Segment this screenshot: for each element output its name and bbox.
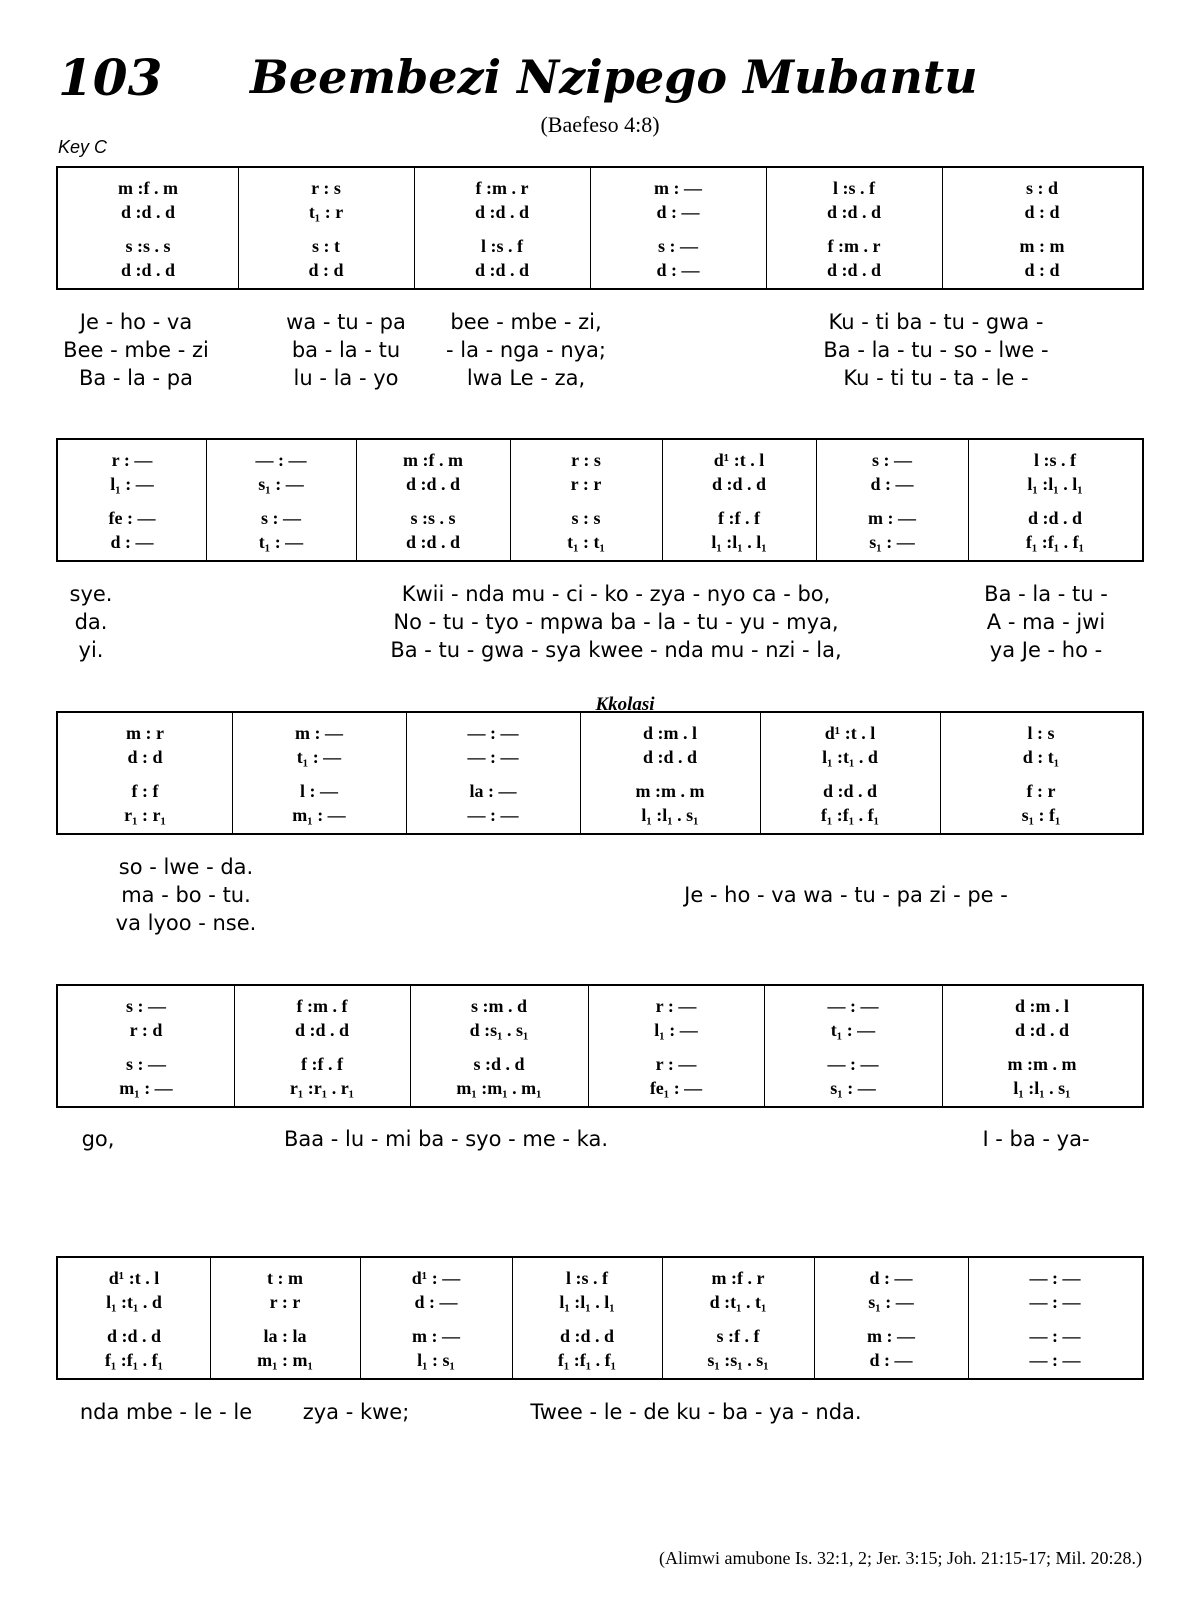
solfa-note: m :m . m xyxy=(1007,1054,1077,1074)
barline xyxy=(590,168,591,288)
lyrics-line xyxy=(56,366,1144,394)
barline xyxy=(232,713,233,833)
solfa-note: m :f . r xyxy=(711,1268,765,1288)
lyrics-line xyxy=(56,610,1144,638)
solfa-note: d :s₁ . s₁ xyxy=(469,1020,529,1040)
solfa-note: d :d . d xyxy=(120,202,176,222)
solfa-note: f :m . f xyxy=(296,996,348,1016)
key-signature: Key C xyxy=(58,137,108,157)
solfa-note: s : s xyxy=(571,508,601,528)
solfa-note: m : — xyxy=(868,508,916,528)
solfa-note: t₁ : t₁ xyxy=(567,532,605,552)
scripture-reference: (Baefeso 4:8) xyxy=(540,112,660,137)
solfa-note: — : — xyxy=(255,450,307,470)
lyric-phrase: zya - kwe; xyxy=(302,1400,410,1424)
solfa-note: s : — xyxy=(126,996,166,1016)
solfa-note: r : r xyxy=(269,1292,301,1312)
barline xyxy=(406,713,407,833)
solfa-note: m : r xyxy=(126,723,164,743)
solfa-note: l₁ : — xyxy=(110,474,154,494)
solfa-note: — : — xyxy=(467,747,519,767)
lyric-phrase: wa - tu - pa xyxy=(286,310,406,334)
solfa-note: — : — xyxy=(467,805,519,825)
solfa-note: d :d . d xyxy=(474,202,530,222)
solfa-note: l₁ : — xyxy=(654,1020,698,1040)
solfa-note: — : — xyxy=(1029,1350,1081,1370)
solfa-note: r : s xyxy=(311,178,341,198)
lyric-phrase: Bee - mbe - zi xyxy=(63,338,209,362)
solfa-note: d¹ : — xyxy=(411,1268,461,1288)
barline xyxy=(764,986,765,1106)
solfa-note: t₁ : — xyxy=(830,1020,876,1040)
lyrics-line xyxy=(56,338,1144,366)
barline xyxy=(210,1258,211,1378)
solfa-note: f : r xyxy=(1026,781,1056,801)
solfa-note: f : f xyxy=(131,781,159,801)
solfa-note: d :m . l xyxy=(643,723,697,743)
solfa-note: m : m xyxy=(1019,236,1065,256)
hymn-number: 103 xyxy=(58,48,163,107)
solfa-note: d :d . d xyxy=(405,532,461,552)
lyric-phrase: lwa Le - za, xyxy=(466,366,586,390)
solfa-note: m :f . m xyxy=(403,450,463,470)
solfa-note: r : s xyxy=(571,450,601,470)
solfa-note: f :f . f xyxy=(301,1054,343,1074)
solfa-note: d :d . d xyxy=(711,474,767,494)
solfa-note: m₁ : — xyxy=(119,1078,173,1098)
lyric-phrase: No - tu - tyo - mpwa ba - la - tu - yu - mya, xyxy=(393,610,839,634)
solfa-note: m : — xyxy=(867,1326,915,1346)
lyric-phrase: Twee - le - de ku - ba - ya - nda. xyxy=(530,1400,862,1424)
barline xyxy=(206,440,207,560)
solfa-note: — : — xyxy=(1029,1268,1081,1288)
barline xyxy=(360,1258,361,1378)
solfa-note: s : — xyxy=(126,1054,166,1074)
solfa-note: l :s . f xyxy=(1034,450,1076,470)
solfa-note: s : t xyxy=(312,236,340,256)
solfa-note: l :s . f xyxy=(481,236,523,256)
solfa-note: d : — xyxy=(656,202,700,222)
solfa-note: d¹ :t . l xyxy=(108,1268,160,1288)
solfa-note: m₁ :m₁ . m₁ xyxy=(456,1078,542,1098)
lyrics-line xyxy=(56,1400,1144,1428)
solfa-note: r₁ : r₁ xyxy=(124,805,166,825)
solfa-note: d :t₁ . t₁ xyxy=(709,1292,767,1312)
lyrics-line xyxy=(56,310,1144,338)
solfa-note: d : d xyxy=(127,747,163,767)
solfa-note: s :f . f xyxy=(716,1326,760,1346)
solfa-note: d : t₁ xyxy=(1022,747,1060,767)
lyric-phrase: sye. xyxy=(69,582,113,606)
solfa-note: d : — xyxy=(869,1268,913,1288)
solfa-note: s : — xyxy=(658,236,698,256)
solfa-note: s :s . s xyxy=(125,236,171,256)
lyric-phrase: lu - la - yo xyxy=(293,366,399,390)
solfa-note: f₁ :f₁ . f₁ xyxy=(1025,532,1085,552)
lyric-phrase: ma - bo - tu. xyxy=(121,883,251,907)
solfa-system xyxy=(56,1256,1144,1380)
solfa-note: l₁ :l₁ . l₁ xyxy=(711,532,767,552)
solfa-note: d :d . d xyxy=(106,1326,162,1346)
solfa-note: d :d . d xyxy=(559,1326,615,1346)
barline xyxy=(968,440,969,560)
solfa-note: d :d . d xyxy=(1027,508,1083,528)
solfa-note: d¹ :t . l xyxy=(713,450,765,470)
solfa-note: m :m . m xyxy=(635,781,705,801)
solfa-note: d :d . d xyxy=(822,781,878,801)
solfa-note: l : — xyxy=(300,781,338,801)
lyrics-line xyxy=(56,911,1144,939)
lyric-phrase: yi. xyxy=(78,638,104,662)
barline xyxy=(580,713,581,833)
solfa-note: d :d . d xyxy=(474,260,530,280)
barline xyxy=(662,1258,663,1378)
solfa-note: s :d . d xyxy=(473,1054,525,1074)
lyric-phrase: go, xyxy=(81,1127,115,1151)
solfa-note: d : — xyxy=(110,532,154,552)
lyric-phrase: - la - nga - nya; xyxy=(445,338,607,362)
barline xyxy=(356,440,357,560)
solfa-note: f :m . r xyxy=(827,236,881,256)
solfa-note: r : d xyxy=(129,1020,163,1040)
solfa-note: la : la xyxy=(263,1326,307,1346)
solfa-note: r : — xyxy=(111,450,153,470)
solfa-note: s :m . d xyxy=(470,996,527,1016)
lyric-phrase: Ku - ti ba - tu - gwa - xyxy=(828,310,1044,334)
lyric-phrase: ya Je - ho - xyxy=(989,638,1103,662)
barline xyxy=(510,440,511,560)
solfa-note: f :m . r xyxy=(475,178,529,198)
solfa-note: d :d . d xyxy=(405,474,461,494)
solfa-note: d : d xyxy=(1024,202,1060,222)
solfa-note: d :d . d xyxy=(826,260,882,280)
barline xyxy=(940,713,941,833)
lyric-phrase: I - ba - ya- xyxy=(982,1127,1090,1151)
solfa-system xyxy=(56,166,1144,290)
solfa-note: r₁ :r₁ . r₁ xyxy=(289,1078,355,1098)
solfa-note: d : d xyxy=(308,260,344,280)
solfa-note: s₁ : — xyxy=(868,1292,914,1312)
solfa-note: d : — xyxy=(870,474,914,494)
solfa-note: t₁ : r xyxy=(308,202,344,222)
chorus-label: Kkolasi xyxy=(595,694,655,715)
solfa-note: m : — xyxy=(654,178,702,198)
lyric-phrase: Je - ho - va xyxy=(79,310,193,334)
lyric-phrase: so - lwe - da. xyxy=(118,855,254,879)
solfa-note: m₁ : m₁ xyxy=(257,1350,313,1370)
solfa-note: m : — xyxy=(412,1326,460,1346)
solfa-note: s₁ : — xyxy=(830,1078,876,1098)
lyric-phrase: ba - la - tu xyxy=(291,338,401,362)
solfa-note: s₁ : — xyxy=(869,532,915,552)
solfa-note: d :d . d xyxy=(294,1020,350,1040)
lyric-phrase: Ba - la - tu - so - lwe - xyxy=(823,338,1049,362)
solfa-note: l₁ :t₁ . d xyxy=(106,1292,162,1312)
solfa-note: t₁ : — xyxy=(258,532,304,552)
barline xyxy=(414,168,415,288)
barline xyxy=(760,713,761,833)
solfa-note: r : r xyxy=(570,474,602,494)
lyric-phrase: nda mbe - le - le xyxy=(79,1400,253,1424)
barline xyxy=(766,168,767,288)
lyric-phrase: Ku - ti tu - ta - le - xyxy=(843,366,1029,390)
footer-references: (Alimwi amubone Is. 32:1, 2; Jer. 3:15; Joh. 21:15-17; Mil. 20:28.) xyxy=(659,1548,1142,1568)
solfa-note: — : — xyxy=(467,723,519,743)
lyrics-line xyxy=(56,582,1144,610)
barline xyxy=(238,168,239,288)
lyric-phrase: da. xyxy=(74,610,108,634)
solfa-note: s₁ : f₁ xyxy=(1021,805,1061,825)
barline xyxy=(662,440,663,560)
solfa-note: r : — xyxy=(655,996,697,1016)
lyric-phrase: Baa - lu - mi ba - syo - me - ka. xyxy=(283,1127,609,1151)
solfa-system xyxy=(56,438,1144,562)
solfa-note: l₁ : s₁ xyxy=(417,1350,455,1370)
lyric-phrase: A - ma - jwi xyxy=(986,610,1106,634)
lyric-phrase: va lyoo - nse. xyxy=(115,911,257,935)
solfa-note: s : d xyxy=(1025,178,1058,198)
solfa-note: m : — xyxy=(295,723,343,743)
solfa-note: m₁ : — xyxy=(292,805,346,825)
lyrics-line xyxy=(56,855,1144,883)
barline xyxy=(588,986,589,1106)
solfa-note: d¹ :t . l xyxy=(824,723,876,743)
solfa-note: fe₁ : — xyxy=(649,1078,703,1098)
solfa-note: s : — xyxy=(872,450,912,470)
solfa-note: l₁ :l₁ . s₁ xyxy=(641,805,699,825)
barline xyxy=(234,986,235,1106)
lyrics-line xyxy=(56,883,1144,911)
solfa-note: la : — xyxy=(469,781,517,801)
barline xyxy=(512,1258,513,1378)
solfa-note: t : m xyxy=(267,1268,303,1288)
lyrics-line xyxy=(56,638,1144,666)
solfa-note: l : s xyxy=(1027,723,1055,743)
solfa-note: d : — xyxy=(656,260,700,280)
lyric-phrase: bee - mbe - zi, xyxy=(450,310,602,334)
solfa-note: s :s . s xyxy=(410,508,456,528)
solfa-note: m :f . m xyxy=(118,178,178,198)
solfa-note: d :d . d xyxy=(120,260,176,280)
solfa-note: l₁ :l₁ . l₁ xyxy=(1027,474,1083,494)
solfa-note: d :d . d xyxy=(642,747,698,767)
solfa-note: s : — xyxy=(261,508,301,528)
solfa-note: l :s . f xyxy=(833,178,875,198)
lyric-phrase: Ba - la - pa xyxy=(78,366,194,390)
lyric-phrase: Ba - tu - gwa - sya kwee - nda mu - nzi - la, xyxy=(390,638,842,662)
hymn-title: Beembezi Nzipego Mubantu xyxy=(250,50,978,104)
solfa-note: d : — xyxy=(869,1350,913,1370)
lyric-phrase: Ba - la - tu - xyxy=(984,582,1108,606)
barline xyxy=(816,440,817,560)
barline xyxy=(968,1258,969,1378)
solfa-note: l₁ :l₁ . l₁ xyxy=(559,1292,615,1312)
solfa-note: f₁ :f₁ . f₁ xyxy=(557,1350,617,1370)
solfa-note: l₁ :t₁ . d xyxy=(822,747,878,767)
solfa-note: d : d xyxy=(1024,260,1060,280)
solfa-note: — : — xyxy=(827,996,879,1016)
barline xyxy=(814,1258,815,1378)
solfa-note: d : — xyxy=(414,1292,458,1312)
solfa-note: d :d . d xyxy=(1014,1020,1070,1040)
solfa-note: s₁ : — xyxy=(258,474,304,494)
solfa-note: fe : — xyxy=(108,508,156,528)
lyric-phrase: Je - ho - va wa - tu - pa zi - pe - xyxy=(684,883,1008,907)
solfa-note: f₁ :f₁ . f₁ xyxy=(820,805,880,825)
solfa-note: — : — xyxy=(827,1054,879,1074)
solfa-note: f₁ :f₁ . f₁ xyxy=(104,1350,164,1370)
solfa-note: l₁ :l₁ . s₁ xyxy=(1013,1078,1071,1098)
barline xyxy=(410,986,411,1106)
solfa-system xyxy=(56,984,1144,1108)
solfa-note: d :m . l xyxy=(1015,996,1069,1016)
solfa-note: l :s . f xyxy=(566,1268,608,1288)
solfa-note: t₁ : — xyxy=(296,747,342,767)
barline xyxy=(942,168,943,288)
barline xyxy=(942,986,943,1106)
solfa-note: — : — xyxy=(1029,1292,1081,1312)
solfa-note: d :d . d xyxy=(826,202,882,222)
solfa-system xyxy=(56,711,1144,835)
solfa-note: r : — xyxy=(655,1054,697,1074)
solfa-note: — : — xyxy=(1029,1326,1081,1346)
solfa-note: s₁ :s₁ . s₁ xyxy=(707,1350,769,1370)
lyrics-line xyxy=(56,1127,1144,1155)
lyric-phrase: Kwii - nda mu - ci - ko - zya - nyo ca - bo, xyxy=(401,582,831,606)
solfa-note: f :f . f xyxy=(718,508,760,528)
